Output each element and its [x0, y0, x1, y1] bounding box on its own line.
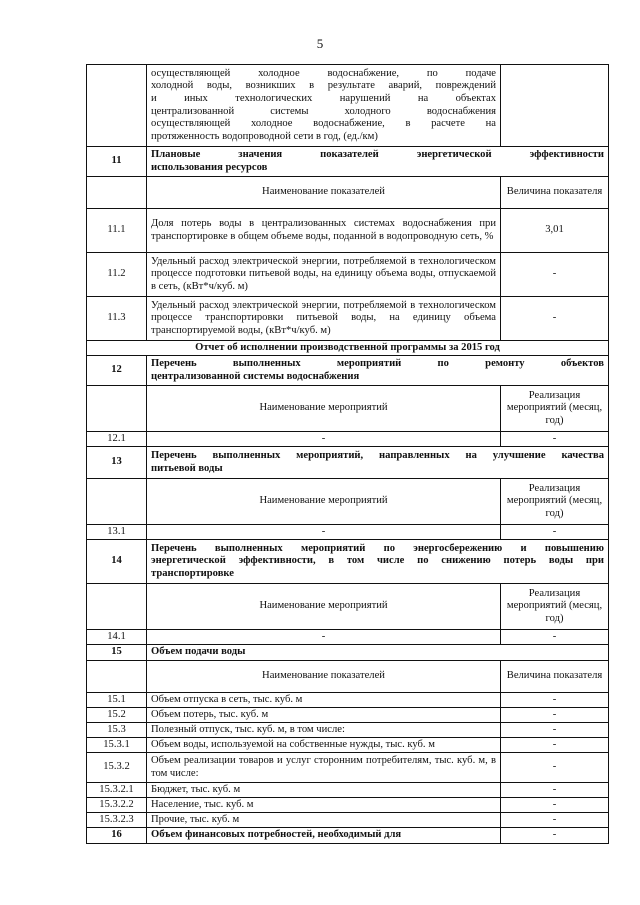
- section-title: [147, 447, 609, 479]
- column-header-row: [87, 177, 609, 209]
- row-number: 15.3: [87, 723, 147, 738]
- row-value: -: [501, 297, 609, 341]
- table-row: [87, 525, 609, 540]
- section-header-row: [87, 540, 609, 584]
- table-row: [87, 783, 609, 798]
- section-title: [147, 356, 609, 386]
- row-value: -: [501, 723, 609, 738]
- row-value: -: [501, 432, 609, 447]
- column-header-name: Наименование мероприятий: [147, 584, 501, 630]
- row-value: -: [501, 738, 609, 753]
- section-header-row: [87, 645, 609, 661]
- text-line: осуществляющей холодное водоснабжение, по подаче: [151, 67, 496, 79]
- row-text: Объем потерь, тыс. куб. м: [147, 708, 501, 723]
- row-text: Доля потерь воды в централизованных системах водоснабжения при транспортировке в общем объеме воды, поданной в водопроводную сеть, %: [147, 209, 501, 253]
- row-value: -: [501, 753, 609, 783]
- row-text: Объем реализации товаров и услуг сторонним потребителям, тыс. куб. м, в том числе:: [147, 753, 501, 783]
- table-row: [87, 753, 609, 783]
- num-cell: [87, 661, 147, 693]
- table-row: [87, 798, 609, 813]
- row-value: -: [501, 798, 609, 813]
- row-value: -: [501, 783, 609, 798]
- table-row: [87, 630, 609, 645]
- table-row: [87, 297, 609, 341]
- column-header-value: Величина показателя: [501, 177, 609, 209]
- row-value: -: [501, 813, 609, 828]
- text-line: и иных технологических нарушений на объектах: [151, 92, 496, 104]
- row-value: -: [501, 693, 609, 708]
- value-cell: [501, 65, 609, 147]
- row-number: 15.3.2: [87, 753, 147, 783]
- table-row: [87, 209, 609, 253]
- table-row: [87, 813, 609, 828]
- row-text: Прочие, тыс. куб. м: [147, 813, 501, 828]
- row-value: -: [501, 828, 609, 844]
- continuation-text: [147, 65, 501, 147]
- title-line: централизованной системы водоснабжения: [151, 370, 360, 382]
- column-header-row: [87, 386, 609, 432]
- row-text: Объем воды, используемой на собственные нужды, тыс. куб. м: [147, 738, 501, 753]
- title-line: Перечень выполненных мероприятий по энергосбережению и повышению: [151, 542, 604, 554]
- row-text: Удельный расход электрической энергии, потребляемой в технологическом процессе подготовки питьевой воды, на единицу объема воды, отпускаемой в сеть, (кВт*ч/куб. м): [147, 253, 501, 297]
- num-cell: [87, 584, 147, 630]
- column-header-value: Реализация мероприятий (месяц, год): [501, 584, 609, 630]
- section-number: 11: [87, 147, 147, 177]
- section-header-row: [87, 356, 609, 386]
- text-line: централизованной системы холодного водоснабжения: [151, 105, 496, 117]
- column-header-value: Величина показателя: [501, 661, 609, 693]
- table-row: [87, 693, 609, 708]
- column-header-name: Наименование мероприятий: [147, 386, 501, 432]
- row-value: -: [501, 708, 609, 723]
- row-number: 11.1: [87, 209, 147, 253]
- row-text: Удельный расход электрической энергии, потребляемой в технологическом процессе транспортировки питьевой воды, на единицу объема транспортируемой воды, (кВт*ч/куб. м): [147, 297, 501, 341]
- row-number: 11.2: [87, 253, 147, 297]
- row-number: 13.1: [87, 525, 147, 540]
- column-header-value: Реализация мероприятий (месяц, год): [501, 386, 609, 432]
- report-title-row: [87, 341, 609, 356]
- title-line: питьевой воды: [151, 462, 223, 474]
- section-header-row: [87, 147, 609, 177]
- column-header-name: Наименование показателей: [147, 177, 501, 209]
- row-value: -: [501, 253, 609, 297]
- row-text: Объем отпуска в сеть, тыс. куб. м: [147, 693, 501, 708]
- row-number: 11.3: [87, 297, 147, 341]
- title-line: Перечень выполненных мероприятий по ремонту объектов: [151, 357, 604, 369]
- row-value: -: [501, 630, 609, 645]
- num-cell: [87, 177, 147, 209]
- table-row: [87, 738, 609, 753]
- table-row: [87, 723, 609, 738]
- column-header-row: [87, 479, 609, 525]
- row-number: 15.3.2.3: [87, 813, 147, 828]
- section-number: 16: [87, 828, 147, 844]
- num-cell: [87, 479, 147, 525]
- table-row: [87, 708, 609, 723]
- row-number: 15.3.2.2: [87, 798, 147, 813]
- row-number: 15.2: [87, 708, 147, 723]
- row-number: 15.3.2.1: [87, 783, 147, 798]
- section-number: 13: [87, 447, 147, 479]
- row-text: -: [147, 432, 501, 447]
- section-title: Объем финансовых потребностей, необходимый для: [147, 828, 501, 844]
- title-line: использования ресурсов: [151, 161, 268, 173]
- text-line: холодной воды, возникших в результате аварий, повреждений: [151, 80, 496, 92]
- row-text: Полезный отпуск, тыс. куб. м, в том числе:: [147, 723, 501, 738]
- row-text: -: [147, 525, 501, 540]
- section-header-row: [87, 447, 609, 479]
- row-number: 12.1: [87, 432, 147, 447]
- title-line: энергетической эффективности, в том числе по снижению потерь воды при: [151, 555, 604, 567]
- table-row: [87, 65, 609, 147]
- section-title: [147, 147, 609, 177]
- num-cell: [87, 65, 147, 147]
- row-text: Бюджет, тыс. куб. м: [147, 783, 501, 798]
- section-number: 12: [87, 356, 147, 386]
- column-header-row: [87, 584, 609, 630]
- row-text: -: [147, 630, 501, 645]
- column-header-name: Наименование показателей: [147, 661, 501, 693]
- row-number: 15.3.1: [87, 738, 147, 753]
- title-line: транспортировке: [151, 567, 234, 579]
- num-cell: [87, 386, 147, 432]
- section-number: 15: [87, 645, 147, 661]
- table-row: [87, 253, 609, 297]
- report-title: Отчет об исполнении производственной программы за 2015 год: [87, 341, 609, 356]
- column-header-row: [87, 661, 609, 693]
- table-row: [87, 432, 609, 447]
- row-value: 3,01: [501, 209, 609, 253]
- title-line: Перечень выполненных мероприятий, направленных на улучшение качества: [151, 449, 604, 461]
- section-title: Объем подачи воды: [147, 645, 609, 661]
- row-text: Население, тыс. куб. м: [147, 798, 501, 813]
- section-title: [147, 540, 609, 584]
- text-line: протяженность водопроводной сети в год, (ед./км): [151, 130, 378, 142]
- text-line: осуществляющей холодное водоснабжение, в расчете на: [151, 118, 496, 130]
- page-number: 5: [316, 36, 324, 51]
- title-line: Плановые значения показателей энергетической эффективности: [151, 148, 604, 160]
- column-header-value: Реализация мероприятий (месяц, год): [501, 479, 609, 525]
- row-number: 14.1: [87, 630, 147, 645]
- column-header-name: Наименование мероприятий: [147, 479, 501, 525]
- section-header-row: [87, 828, 609, 844]
- section-number: 14: [87, 540, 147, 584]
- row-number: 15.1: [87, 693, 147, 708]
- program-table: [86, 64, 609, 844]
- row-value: -: [501, 525, 609, 540]
